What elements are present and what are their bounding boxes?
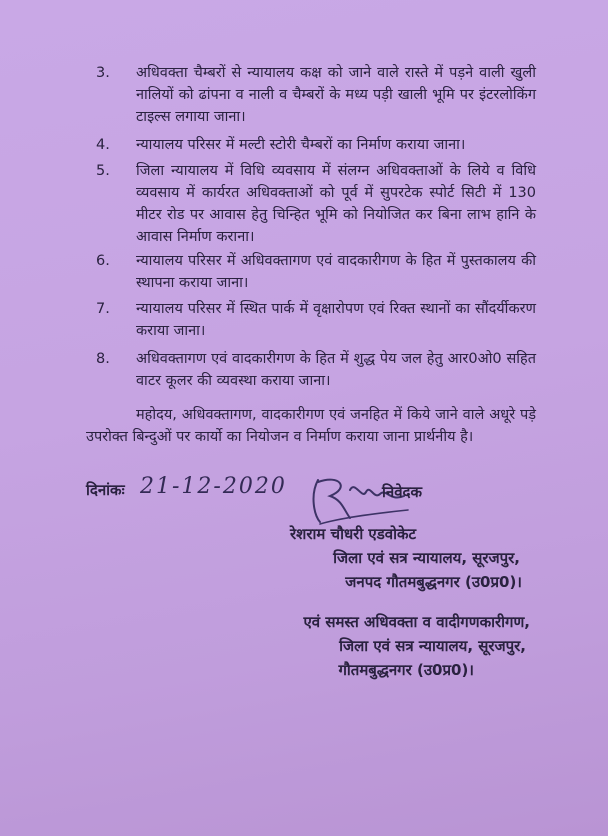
sender-district: जनपद गौतमबुद्धनगर (उ0प्र0)।	[345, 573, 522, 591]
date-value: 21-12-2020	[140, 474, 287, 499]
sender-court: जिला एवं सत्र न्यायालय, सूरजपुर,	[333, 549, 520, 567]
item-number: 4.	[96, 137, 110, 153]
item-number: 6.	[96, 253, 110, 269]
item-number: 7.	[96, 301, 110, 317]
sender-name: रेशराम चौधरी एडवोकेट	[290, 525, 417, 543]
item-number: 8.	[96, 351, 110, 367]
list-item	[96, 348, 536, 392]
list-item	[96, 298, 536, 342]
item-text: न्यायालय परिसर में मल्टी स्टोरी चैम्बरों का निर्माण कराया जाना।	[136, 137, 466, 153]
list-item	[96, 250, 536, 294]
group-line-2: जिला एवं सत्र न्यायालय, सूरजपुर,	[339, 637, 526, 655]
group-line-1: एवं समस्त अधिवक्ता व वादीगणकारीगण,	[303, 613, 530, 631]
item-number: 5.	[96, 163, 110, 179]
list-item	[96, 62, 536, 128]
item-text: जिला न्यायालय में विधि व्यवसाय में संलग्न अधिवक्ताओं के लिये व विधि व्यवसाय में कार्यरत अधिवक्ताओं को पूर्व में सुपरटेक स्पोर्ट सिटी में 130 मीटर रोड पर आवास हेतु चिन्हित भूमि को नियोजित कर बिना लाभ हानि के आवास निर्माण कराना।	[136, 163, 536, 245]
item-text: न्यायालय परिसर में अधिवक्तागण एवं वादकारीगण के हित में पुस्तकालय की स्थापना कराया जाना।	[136, 253, 536, 291]
list-item	[96, 160, 536, 248]
closing-paragraph: महोदय, अधिवक्तागण, वादकारीगण एवं जनहित में किये जाने वाले अधूरे पड़े उपरोक्त बिन्दुओं पर कार्यो का नियोजन व निर्माण कराया जाना प्रार्थनीय है।	[86, 407, 536, 445]
group-line-3: गौतमबुद्धनगर (उ0प्र0)।	[338, 661, 474, 679]
item-text: अधिवक्तागण एवं वादकारीगण के हित में शुद्ध पेय जल हेतु आर0ओ0 सहित वाटर कूलर की व्यवस्था कराया जाना।	[136, 351, 536, 389]
item-text: अधिवक्ता चैम्बरों से न्यायालय कक्ष को जाने वाले रास्ते में पड़ने वाली खुली नालियों को ढांपना व नाली व चैम्बरों के मध्य पड़ी खाली भूमि पर इंटरलोकिंग टाइल्स लगाया जाना।	[136, 65, 536, 125]
list-item	[96, 134, 536, 156]
item-number: 3.	[96, 65, 110, 81]
item-text: न्यायालय परिसर में स्थित पार्क में वृक्षारोपण एवं रिक्त स्थानों का सौंदर्यीकरण कराया जाना।	[136, 301, 536, 339]
date-label: दिनांकः	[86, 481, 125, 499]
signature-label: निवेदक	[382, 483, 423, 501]
